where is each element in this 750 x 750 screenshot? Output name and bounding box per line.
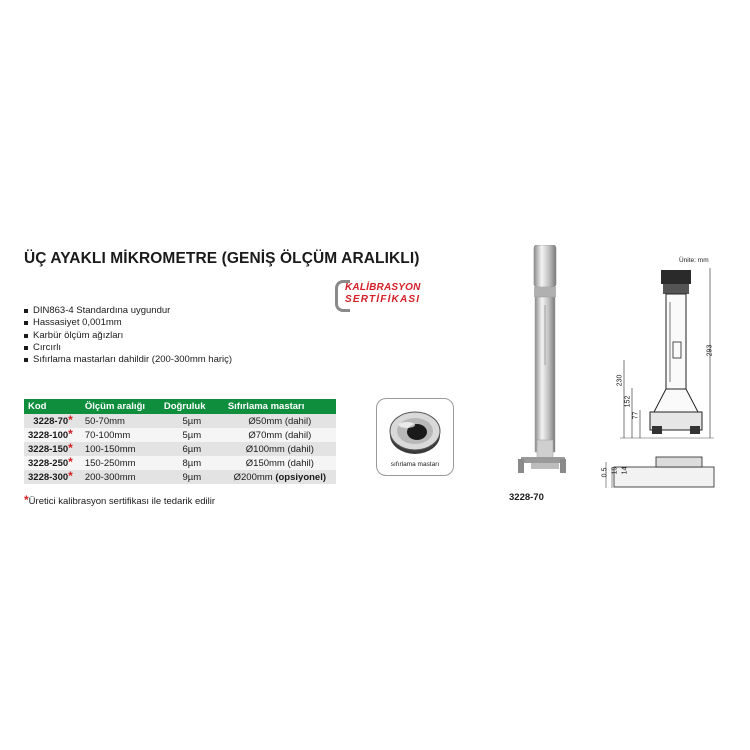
cell-accuracy: 5µm <box>160 428 224 442</box>
footnote <box>24 493 216 507</box>
dim-152: 152 <box>624 395 632 408</box>
spec-table <box>24 399 336 484</box>
cell-range: 50-70mm <box>81 414 160 428</box>
star-mark: * <box>68 440 73 455</box>
cell-accuracy: 9µm <box>160 470 224 484</box>
col-header-range: Ölçüm aralığı <box>81 399 160 414</box>
code-text: 3228-70 <box>33 415 69 427</box>
col-header-code: Kod <box>24 399 81 414</box>
star-mark: * <box>68 468 73 483</box>
col-header-master: Sıfırlama mastarı <box>224 399 336 414</box>
cell-accuracy: 6µm <box>160 442 224 456</box>
table-row <box>24 470 336 484</box>
col-header-accuracy: Doğruluk <box>160 399 224 414</box>
star-mark: * <box>68 412 73 427</box>
dim-0-5: 0.5 <box>601 467 609 478</box>
cell-range: 70-100mm <box>81 428 160 442</box>
dim-14: 14 <box>621 466 629 475</box>
dim-19: 19 <box>611 466 619 475</box>
badge-line-1: KALİBRASYON <box>345 282 421 293</box>
cell-master: Ø50mm (dahil) <box>224 414 336 428</box>
micrometer-photo <box>513 245 573 485</box>
dim-77: 77 <box>632 411 640 420</box>
badge-line-2: SERTİFİKASI <box>345 294 421 305</box>
page-title: ÜÇ AYAKLI MİKROMETRE (GENİŞ ÖLÇÜM ARALIKLI) <box>24 250 420 267</box>
feature-item: Sıfırlama mastarları dahildir (200-300mm hariç) <box>24 354 232 366</box>
product-code-label: 3228-70 <box>509 492 544 503</box>
cell-code <box>24 470 81 484</box>
feature-item: DIN863-4 Standardına uygundur <box>24 305 232 317</box>
footnote-text: Üretici kalibrasyon sertifikası ile tedarik edilir <box>28 496 216 507</box>
cell-master: Ø70mm (dahil) <box>224 428 336 442</box>
code-text: 3228-100 <box>28 429 69 441</box>
code-text: 3228-150 <box>28 443 69 455</box>
cell-master: Ø100mm (dahil) <box>224 442 336 456</box>
code-text: 3228-300 <box>28 471 69 483</box>
setting-ring-image <box>376 398 454 476</box>
units-label: Ünite: mm <box>679 257 709 264</box>
star-mark: * <box>68 454 73 469</box>
cell-range: 150-250mm <box>81 456 160 470</box>
cell-range: 100-150mm <box>81 442 160 456</box>
feature-item: Cırcırlı <box>24 342 232 354</box>
calibration-certificate-badge <box>335 278 427 310</box>
dim-230: 230 <box>616 374 624 387</box>
cell-accuracy: 8µm <box>160 456 224 470</box>
cell-range: 200-300mm <box>81 470 160 484</box>
star-mark: * <box>24 493 29 507</box>
feature-item: Hassasiyet 0,001mm <box>24 317 232 329</box>
cell-master: Ø150mm (dahil) <box>224 456 336 470</box>
cell-accuracy: 5µm <box>160 414 224 428</box>
code-text: 3228-250 <box>28 457 69 469</box>
star-mark: * <box>68 426 73 441</box>
ring-label: sıfırlama mastarı <box>390 461 440 468</box>
dim-293: 293 <box>706 344 714 357</box>
feature-item: Karbür ölçüm ağızları <box>24 330 232 342</box>
feature-list <box>24 305 232 366</box>
cell-master: Ø200mm (opsiyonel) <box>224 470 336 484</box>
